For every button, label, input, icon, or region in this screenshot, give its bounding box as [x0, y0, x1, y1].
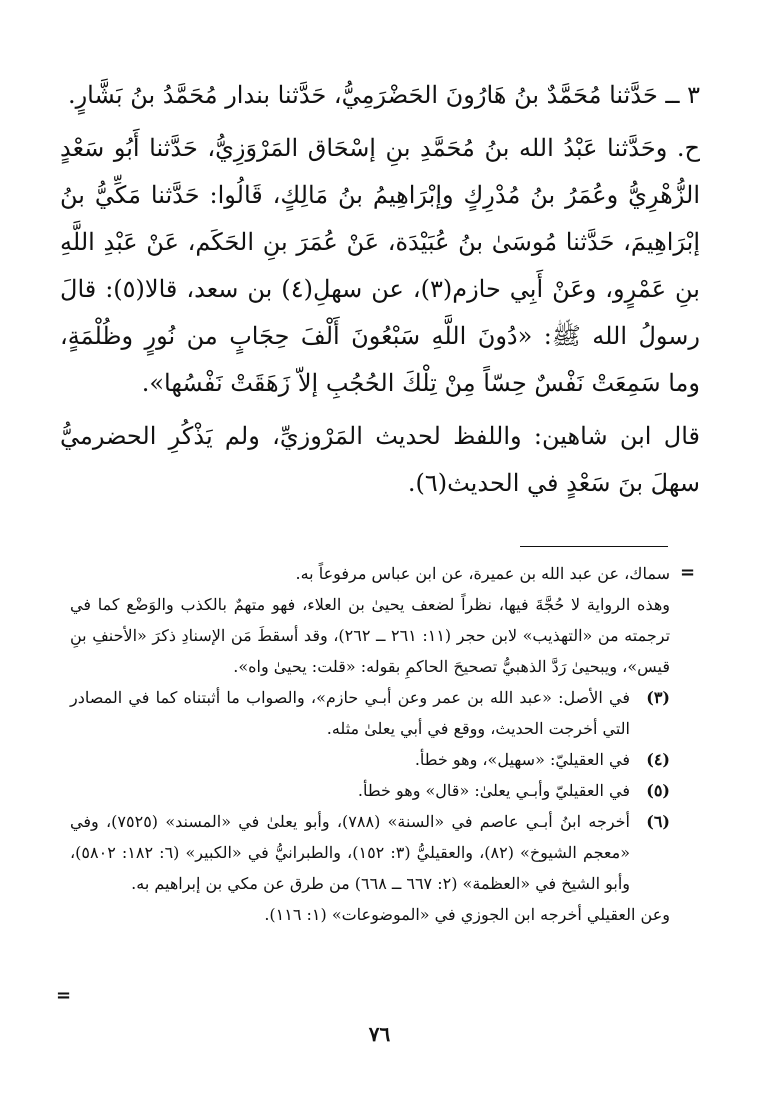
continuation-mark-top: = [680, 562, 696, 583]
footnote-3 [70, 682, 670, 744]
footnote-text: في الأصل: «عبد الله بن عمر وعن أبـي حازم»، والصواب ما أثبتناه كما في المصادر التي أخرجت الحديث، ووقع في أبي يعلىٰ مثله. [70, 688, 630, 738]
page-number: ٧٦ [368, 1022, 391, 1046]
footnotes [70, 558, 670, 930]
footnote-continuation-line: سماك، عن عبد الله بن عميرة، عن ابن عباس مرفوعاً به. [295, 564, 670, 583]
continuation-mark-bottom: = [56, 985, 72, 1006]
footnote-6 [70, 806, 670, 899]
footnote-5 [70, 775, 670, 806]
footnote-text: أخرجه ابنُ أبـي عاصم في «السنة» (٧٨٨)، وأبو يعلىٰ في «المسند» (٧٥٢٥)، وفي «معجم الشيوخ» (٨٢)، والعقيليُّ (٣: ١٥٢)، والطبرانيُّ في «الكبير» (٦: ١٨٢: ٥٨٠٢)، وأبو الشيخ في «العظمة» (٢: ٦٦٧ ــ ٦٦٨) من طرق عن مكي بن إبراهيم به. [70, 812, 631, 893]
hadith-isnad-1: ٣ ــ حَدَّثنا مُحَمَّدٌ بنُ هَارُونَ الحَضْرَمِيُّ، حَدَّثنا بندار مُحَمَّدُ بنُ بَشَّارٍ. [67, 81, 700, 109]
footnote-text: في العقيليّ وأبـي يعلىٰ: «قال» وهو خطأ. [357, 781, 630, 800]
footnote-text: في العقيليّ: «سهيل»، وهو خطأ. [414, 750, 630, 769]
author-comment: قال ابن شاهين: واللفظ لحديث المَرْوزيِّ، ولم يَذْكُرِ الحضرميُّ سهلَ بنَ سَعْدٍ في الحديث(٦). [60, 422, 700, 497]
hadith-isnad-2: ح. وحَدَّثنا عَبْدُ الله بنُ مُحَمَّدِ بنِ إسْحَاق المَرْوَزِيُّ، حَدَّثنا أَبُو سَعْدٍ الزُّهْرِيُّ وعُمَرُ بنُ مُدْرِكٍ وإبْرَاهِيمُ بنُ مَالِكٍ، قَالُوا: حَدَّثنا مَكِّيُّ بنُ إبْرَاهِيمَ، حَدَّثنا مُوسَىٰ بنُ عُبَيْدَة، عَنْ عُمَرَ بنِ الحَكَم، عَنْ عَبْدِ اللَّهِ بنِ عَمْرٍو، وعَنْ أَبِي حازم(٣)، عن سهلِ(٤) بن سعد، قالا(٥): قالَ رسولُ الله ﷺ: «دُونَ اللَّهِ سَبْعُونَ أَلْفَ حِجَابٍ من نُورٍ وظُلْمَةٍ، وما سَمِعَتْ نَفْسٌ حِسّاً مِنْ تِلْكَ الحُجُبِ إلاّ زَهَقَتْ نَفْسُها». [60, 134, 700, 397]
footnote-4 [70, 744, 670, 775]
footnote-number: (٣) [646, 688, 670, 707]
footnote-number: (٦) [646, 812, 670, 831]
footnote-number: (٥) [646, 781, 670, 800]
main-text [60, 72, 700, 513]
footnote-closing: وعن العقيلي أخرجه ابن الجوزي في «الموضوعات» (١: ١١٦). [264, 905, 670, 924]
footnote-separator [520, 546, 668, 547]
footnote-continuation-paragraph: وهذه الرواية لا حُجَّةَ فيها، نظراً لضعف يحيىٰ بن العلاء، فهو متهمٌ بالكذب والوَضْع كما في ترجمته من «التهذيب» لابن حجر (١١: ٢٦١ ــ ٢٦٢)، وقد أسقطَ مَن الإسنادِ ذكرَ «الأحنفِ بنِ قيس»، ويبحيىٰ رَدَّ الذهبيُّ تصحيحَ الحاكمِ بقوله: «قلت: يحيىٰ واه». [70, 595, 671, 676]
footnote-number: (٤) [646, 750, 670, 769]
